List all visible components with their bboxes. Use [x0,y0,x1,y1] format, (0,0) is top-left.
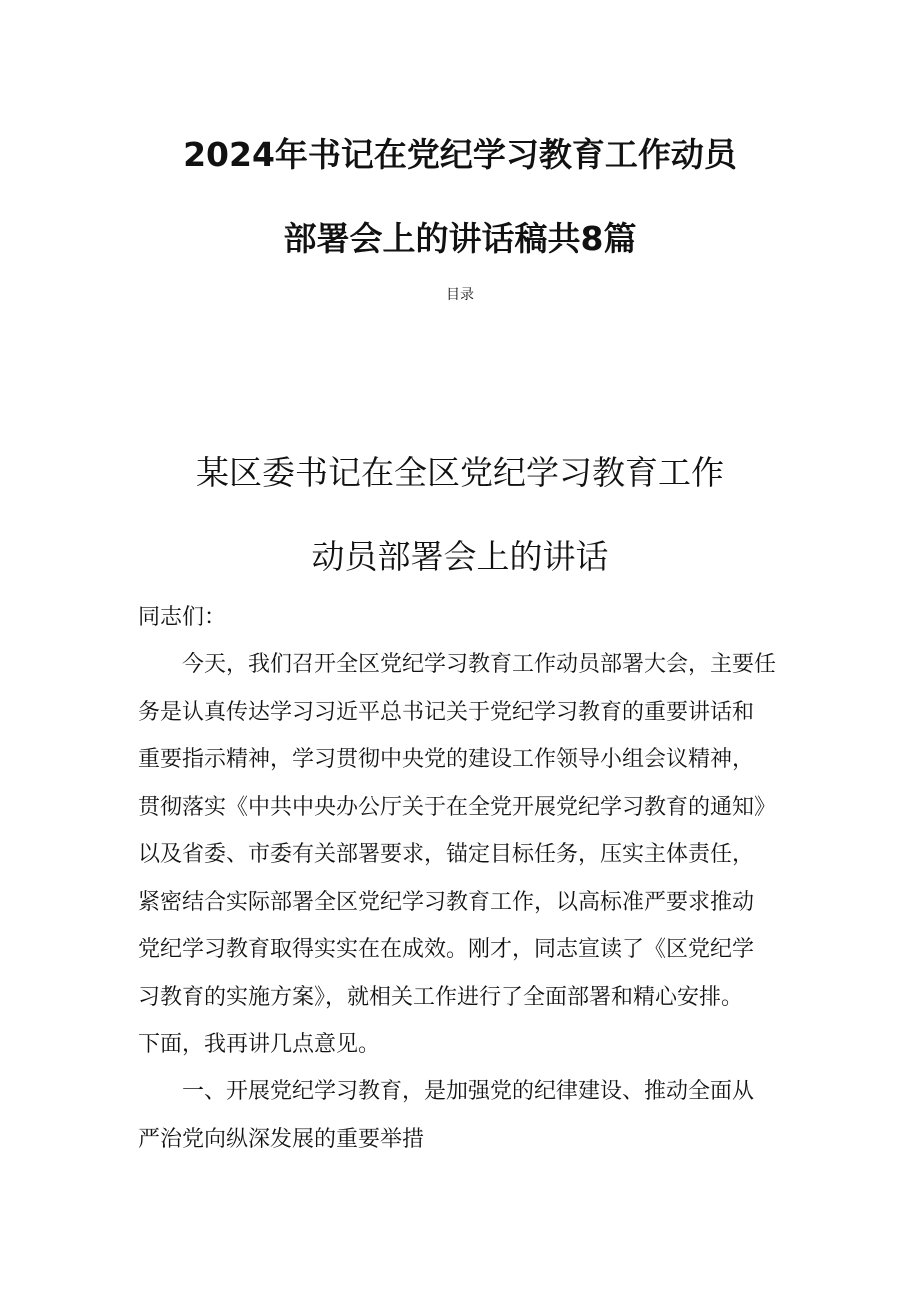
document-title-line-1: 2024年书记在党纪学习教育工作动员 [183,135,737,174]
heading-line: 严治党向纵深发展的重要举措 [138,1126,425,1152]
heading-line: 一、开展党纪学习教育，是加强党的纪律建设、推动全面从 [182,1079,755,1104]
table-of-contents-label: 目录 [446,287,474,303]
speech-title-line-1: 某区委书记在全区党纪学习教育工作 [196,453,724,492]
paragraph-line: 以及省委、市委有关部署要求，锚定目标任务，压实主体责任， [138,842,755,867]
paragraph-line: 下面，我再讲几点意见。 [138,1032,381,1057]
paragraph-line: 今天，我们召开全区党纪学习教育工作动员部署大会，主要任 [182,652,777,677]
paragraph-line: 党纪学习教育取得实实在在成效。刚才，同志宣读了《区党纪学 [138,937,755,962]
paragraph-1 [138,641,798,1069]
paragraph-line: 务是认真传达学习习近平总书记关于党纪学习教育的重要讲话和 [138,699,755,725]
document-title-line-2: 部署会上的讲话稿共8篇 [283,219,637,258]
paragraph-line: 习教育的实施方案》，就相关工作进行了全面部署和精心安排。 [138,984,744,1010]
paragraph-line: 紧密结合实际部署全区党纪学习教育工作，以高标准严要求推动 [138,889,755,915]
paragraph-line: 重要指示精神，学习贯彻中央党的建设工作领导小组会议精神， [138,747,755,772]
section-heading-1 [138,1068,798,1163]
speech-title-line-2: 动员部署会上的讲话 [311,537,609,576]
paragraph-line: 贯彻落实《中共中央办公厅关于在全党开展党纪学习教育的通知》 [138,794,777,820]
salutation: 同志们： [138,605,227,630]
